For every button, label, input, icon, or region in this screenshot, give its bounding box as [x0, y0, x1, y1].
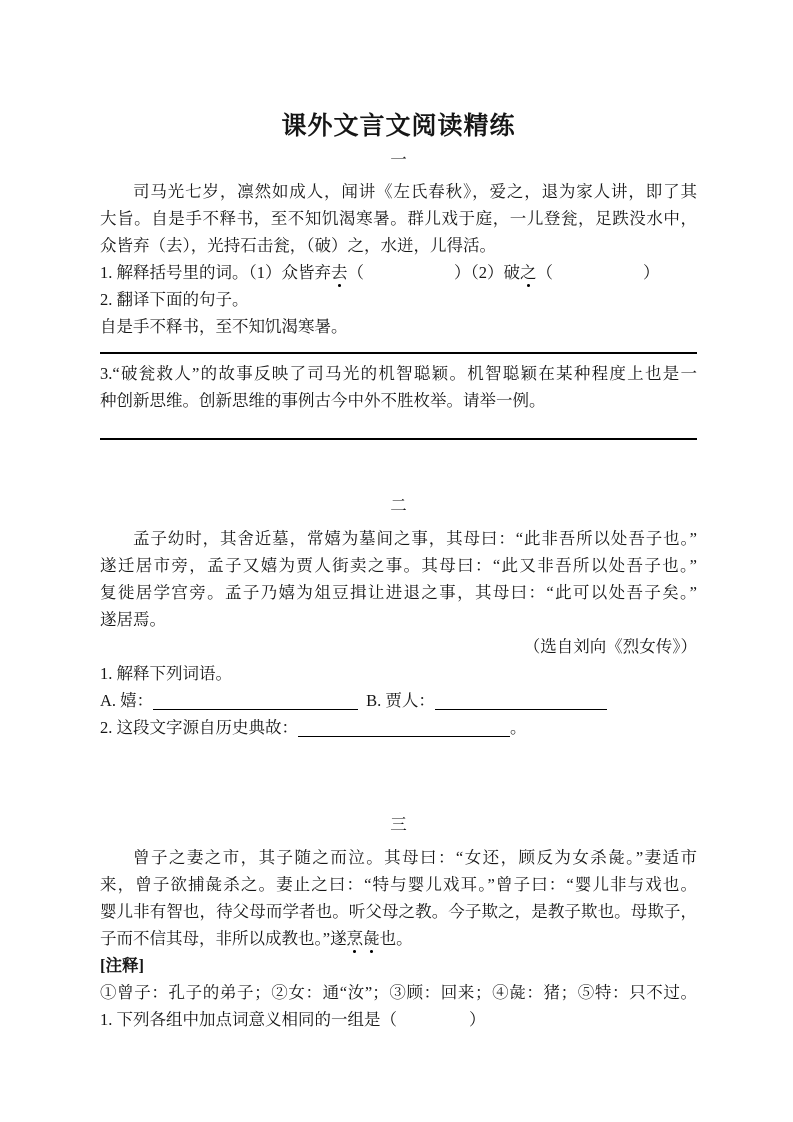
- answer-rule-line: [100, 438, 697, 440]
- answer-rule-line: [100, 352, 697, 354]
- s3-question-1: [100, 1006, 697, 1033]
- dotted-word: 烹: [346, 929, 364, 948]
- notes-line: ①曾子：孔子的弟子；②女：通“汝”；③顾：回来；④彘：猪；⑤特：只不过。: [100, 983, 697, 1002]
- question-line: 种创新思维。创新思维的事例古今中外不胜枚举。请举一例。: [100, 391, 546, 410]
- question-text: ）（2）破: [454, 263, 520, 282]
- label-b: B. 贾人：: [366, 691, 435, 710]
- period: 。: [510, 718, 527, 737]
- s1-question-3: [100, 360, 697, 414]
- question-text: 1. 下列各组中加点词意义相同的一组是（: [100, 1010, 397, 1029]
- passage-line: 婴儿非有智也，待父母而学者也。听父母之教。今子欺之，是教子欺也。母欺子，: [100, 902, 697, 921]
- passage-line: 来，曾子欲捕彘杀之。妻止之曰：“特与婴儿戏耳。”曾子曰：“婴儿非与戏也。: [100, 875, 697, 894]
- paren-close: ）: [643, 263, 660, 282]
- answer-underline-b: [435, 693, 607, 710]
- passage-line: 曾子之妻之市，其子随之而泣。其母曰：“女还，顾反为女杀彘。”妻适市: [133, 848, 697, 867]
- passage-line: 遂居焉。: [100, 610, 166, 629]
- source-attribution: （选自刘向《烈女传》）: [523, 637, 697, 656]
- answer-underline: [298, 720, 510, 737]
- text-column: [100, 0, 697, 1033]
- s2-question-1: 1. 解释下列词语。: [100, 664, 232, 683]
- page-title: 课外文言文阅读精练: [281, 113, 516, 140]
- dotted-word: 彘: [363, 929, 380, 948]
- s1-question-2-sentence: 自是手不释书，至不知饥渴寒暑。: [100, 317, 348, 336]
- s2-question-2: [100, 714, 697, 741]
- section-two-heading: 二: [390, 496, 407, 515]
- passage-line: 遂迁居市旁，孟子又嬉为贾人街卖之事。其母曰：“此又非吾所以处吾子也。”: [100, 556, 697, 575]
- dotted-word: 之: [520, 263, 537, 282]
- passage-line: 孟子幼时，其舍近墓，常嬉为墓间之事，其母曰：“此非吾所以处吾子也。”: [133, 529, 697, 548]
- question-text: 1. 解释括号里的词。（1）众皆弃: [100, 263, 331, 282]
- passage-line: 众皆弃（去），光持石击瓮，（破）之，水迸，儿得活。: [100, 236, 496, 255]
- section-two-passage: [100, 525, 697, 633]
- paren-close: ）: [469, 1010, 486, 1029]
- question-line: 3.“破瓮救人”的故事反映了司马光的机智聪颖。机智聪颖在某种程度上也是一: [100, 364, 697, 383]
- section-one-heading: 一: [390, 150, 407, 169]
- s1-question-1: [100, 259, 697, 286]
- answer-underline-a: [153, 693, 358, 710]
- passage-text: 也。: [379, 929, 413, 948]
- notes-title: [注释]: [100, 956, 144, 975]
- passage-line: 复徙居学宫旁。孟子乃嬉为俎豆揖让进退之事，其母曰：“此可以处吾子矣。”: [100, 583, 697, 602]
- section-three-heading: 三: [390, 815, 407, 834]
- label-a: A. 嬉：: [100, 691, 154, 710]
- passage-text: 子而不信其母，非所以成教也。”遂: [100, 929, 347, 948]
- section-one-passage: [100, 178, 697, 259]
- s2-question-1-blanks: [100, 687, 697, 714]
- question-text: 2. 这段文字源自历史典故：: [100, 718, 298, 737]
- passage-line: 大旨。自是手不释书，至不知饥渴寒暑。群儿戏于庭，一儿登瓮，足跌没水中，: [100, 209, 697, 228]
- passage-line: 司马光七岁，凛然如成人，闻讲《左氏春秋》，爱之，退为家人讲，即了其: [133, 182, 697, 201]
- s1-question-2: 2. 翻译下面的句子。: [100, 290, 249, 309]
- section-three-passage: [100, 844, 697, 952]
- paren-open: （: [347, 263, 364, 282]
- paren-open: （: [536, 263, 553, 282]
- passage-line: [100, 925, 697, 952]
- dotted-word: 去: [331, 263, 348, 282]
